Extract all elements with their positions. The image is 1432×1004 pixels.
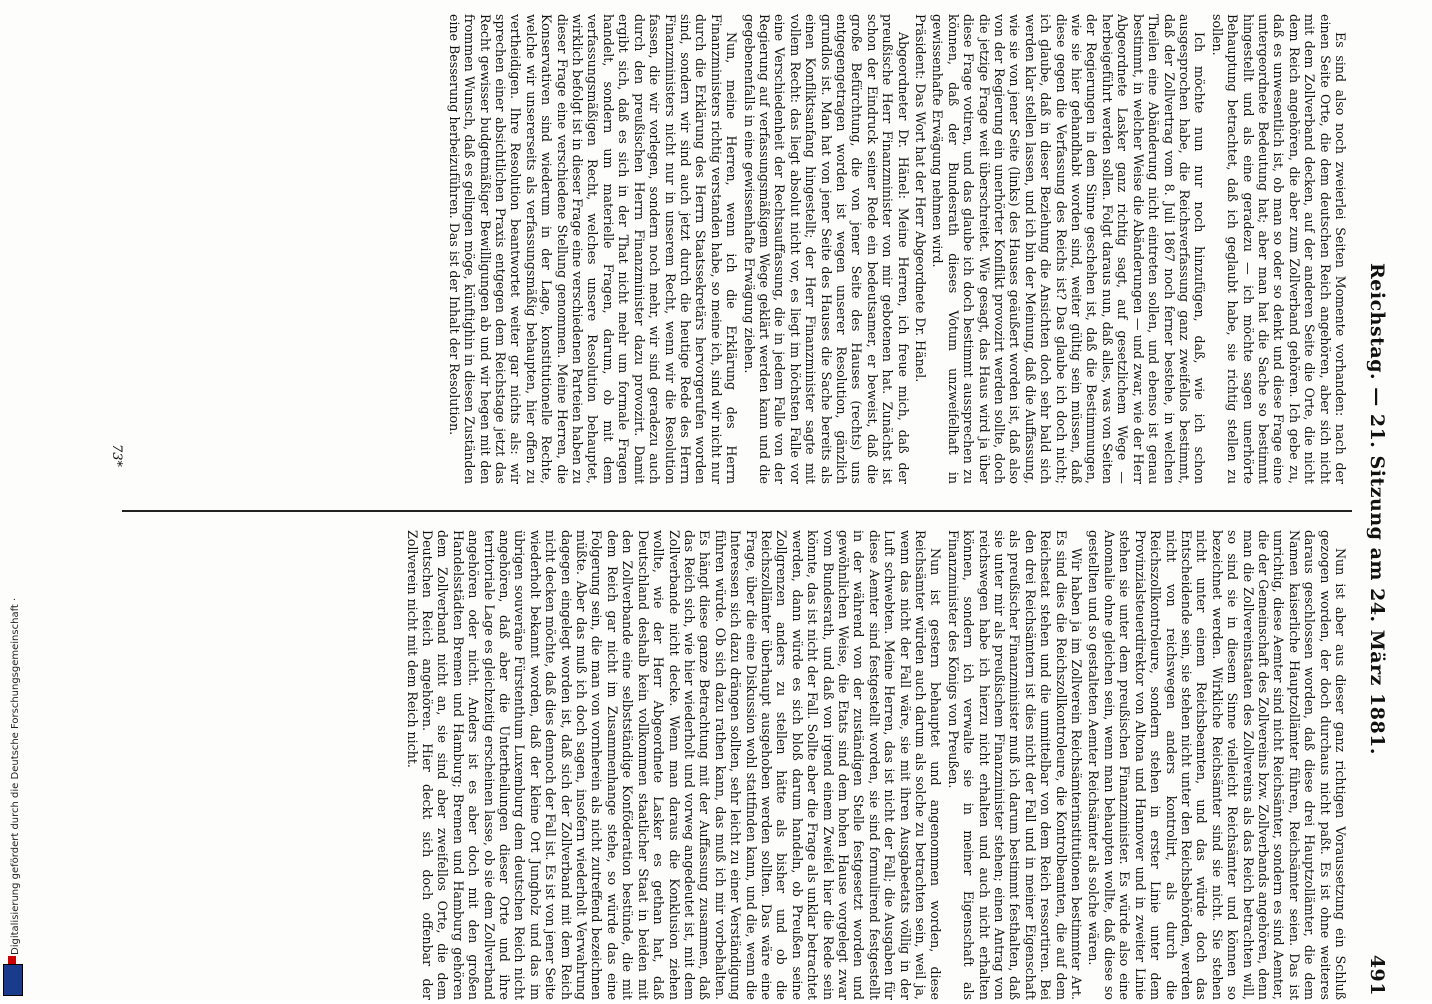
text-column-first — [128, 14, 1348, 484]
page-header — [1356, 14, 1392, 1004]
logo-stripe — [8, 956, 16, 964]
paragraph: Ich möchte nun nur noch hinzufügen, daß, wie ich schon ausgesprochen habe, die Reichsverfassung ganz zweifellos bestimmt, daß der Zollvertrag vom 8. Juli 1867 noch ferner bestehe, in welchen Theilen eine Abänderung nicht eintreten sollen, und ebenso ist genau bestimmt, in welcher Weise die Abänderungen — und zwar, wie der Herr Abgeordnete Lasker ganz richtig sagt, auf gesetzlichem Wege — herbeigeführt werden sollen. Folgt daraus nun, daß alles, was von Seiten der Regierungen in dem Sinne geschehen ist, daß die Bestimmungen, wie sie hier gehandhabt worden sind, weiter gültig sein müssen, daß diese gegen die Verfassung des Reichs ist? Das glaube ich doch nicht; ich glaube, daß in dieser Beziehung die Ansichten doch sehr bald sich werden klar stellen lassen, und ich bin der Meinung, daß die Auffassung, wie sie von jener Seite (links) des Hauses geäußert worden ist, daß also von der Regierung ein unerhörter Konflikt provozirt werden sollte, doch die jetzige Frage weit überschreitet. Wie gesagt, das Haus wird ja über diese Frage votiren, und das glaube ich doch bestimmt aussprechen zu können, daß der Bundesrath dieses Votum unzweifelhaft in gewissenhafte Erwägung nehmen wird. — [930, 14, 1208, 484]
paragraph: Nun ist gestern behauptet und angenommen worden, diese Reichsämter würden auch darum als solche zu betrachten sein, weil ja, wenn das nicht der Fall wäre, sie mit ihren Ausgabeetats völlig in der Luft schwebten. Meine Herren, das ist nicht der Fall; die Ausgaben für diese Aemter sind festgestellt worden, sie sind formulirend festgestellt in der während von der zuständigen Stelle festgesetzt worden und gewöhnlichen Weise, die Etats sind dem hohen Hause vorgelegt zwar vom Bundesrath, und daß von irgend einem Zweifel hier die Rede sein könnte, das ist nicht der Fall. Sollte aber die Frage als unklar betrachtet werden, dann würde es sich bloß darum handeln, ob Preußen seine Zollgrenzen anders zu stellen hätte als bisher und ob die Reichszollämter überhaupt ausgehoben werden sollten. Das wäre eine Frage, über die eine Diskussion wohl stattfinden kann, und die, wenn die Interessen sich dazu drängen sollten, sehr leicht zu einer Verständigung führen würde. Ob sich dazu rathen kann, das muß ich mir vorbehalten. Es hängt diese ganze Betrachtung mit der Auffassung zusammen, daß das Reich sich, wie hier wiederholt und vorweg angedeutet ist, mit dem Zollverbande nicht decke. Wenn man daraus die Konklusion ziehen wollte, wie der Herr Abgeordnete Lasker es gethan hat, daß Deutschland deshalb kein vollkommen staatlicher Staat in beiden mit den Zollverbande eine selbstständige Konföderation bestünde, die mit dem Reich gar nicht im Zusammenhange stehe, so würde das eine Folgerung sein, die man von vornherein als nicht zutreffend bezeichnen müßte. Aber das muß ich doch sagen, insofern wiederholt Verwahrung dagegen eingelegt worden ist, daß sich der Zollverband mit dem Reich nicht decken möchte, daß dies dennoch der Fall ist. Es ist von jener Seite wiederholt bekannt worden, daß der kleine Ort Jungholz und das im übrigen souveräne Fürstenthum Luxemburg dem deutschen Reich nicht angehören, daß aber die Untertheilungen dieser Orte und ihre territoriale Lage es gleichzeitig erscheinen lasse, ob sie dem Zollverband angehören oder nicht. Anders ist es aber doch mit den großen Handelsstädten Bremen und Hamburg; Bremen und Hamburg gehören dem Zollverband nicht an, sie sind aber zweifellos Orte, die dem Deutschen Reich angehören. Hier deckt sich doch offenbar der Zollverein nicht mit dem Reich nicht. — [404, 530, 944, 1000]
paragraph-speaker: Präsident: Das Wort hat der Herr Abgeordnete Dr. Hänel. — [913, 14, 929, 383]
page-title: Reichstag. — 21. Sitzung am 24. März 1881. — [1366, 262, 1388, 756]
digitization-sidebar — [0, 0, 24, 1000]
sheet-signature: 73* — [109, 444, 124, 468]
paragraph: Abgeordneter Dr. Hänel: Meine Herren, ich freue mich, daß der preußische Herr Finanzminister von mir gebotenen hat. Zunächst ist schon der Eindruck seiner Rede ein bedeutsamer, er beweist, daß die große Befürchtung, die von jener Seite des Hauses (rechts) uns entgegengetragen worden ist wegen unserer Resolution, gänzlich grundlos ist. Man hat von jener Seite des Hauses die Sache bereits als einen Konfliktsanfang hingestellt; der Herr Finanzminister sagte mit vollem Recht: das liegt absolut nicht vor, es liegt im höchsten Falle vor eine Verschiedenheit der Rechtsauffassung, die in jedem Falle von der Regierung auf verfassungsmäßigem Wege geklärt werden kann und die gegebenenfalls in eine gewissenhafte Erwägung ziehen. — [741, 14, 911, 484]
dfg-logo-icon — [3, 964, 23, 996]
paragraph: Nun, meine Herren, wenn ich die Erklärung des Herrn Finanzministers richtig verstanden habe, so meine ich, sind wir nicht nur durch die Erklärung des Herrn Staatssekretärs hervorgerufen worden sind, sondern wir sind auch jetzt durch die heutige Rede des Herrn Finanzministers nicht nur in unserem Recht, wenn wir die Resolution fassen, die wir vorlegen, sondern noch mehr, wir sind geradezu auch durch den preußischen Herrn Finanzminister dazu provozirt. Damit ergibt sich, daß es sich in der That nicht mehr um formale Fragen handelt, sondern um materielle Fragen, darum, ob mit dem verfassungsmäßigen Recht, welches unsere Resolution behauptet, wirklich befolgt ist in dieser Frage eine verschiedenen Parteien haben zu dieser Frage eine verschiedene Stellung genommen. Meine Herren, die Konservativen sind wiederum in der Lage, konstitutionelle Rechte, welche wir unsererseits als verfassungsmäßig behaupten, hier offen zu vertheidigen. Ihre Resolution beantwortet weiter gar nichts als: wir sprechen einer absichtlichen Praxis entgegen dem Reichstage jetzt das Recht gewisser budgetmäßiger Bewilligungen ab und wir hegen mit den frommen Wunsch, daß es gelingen möge, künftighin in diesen Zuständen eine Besserung herbeizuführen. Das ist der Inhalt der Resolution. — [446, 14, 740, 484]
paragraph: Es sind also noch zweierlei Seiten Momente vorhanden: nach der einen Seite Orte, die dem deutschen Reich angehören, aber sich nicht mit dem Zollverband decken, auf der anderen Seite die Orte, die nicht dem Reich angehören, die aber zum Zollverband gehören. Ich gebe zu, daß es unwesentlich ist, ob man so oder so denkt und diese Frage eine untergeordnete Bedeutung hat; aber man hat die Sache so bestimmt hingestellt und als eine geradezu — ich möchte sagen unerhörte Behauptung betrachtet, daß ich geglaubt habe, sie richtig stellen zu sollen. — [1209, 14, 1348, 484]
paragraph: Wir haben ja im Zollverein Reichsämterinstitutionen bestimmter Art. Es sind dies die Reichszollkontroleure, die Kontrolbeamten, die auf dem Reichsetat stehen und die unmittelbar von dem Reich ressortiren. Bei den drei Reichsämtern ist dies nicht der Fall und in meiner Eigenschaft als preußischer Finanzminister muß ich darum bestimmt festhalten, daß sie unter mir als preußischem Finanzminister stehen; einen Antrag von reichswegen habe ich hierzu nicht erhalten und auch nicht erhalten können, sondern ich verwalte sie in meiner Eigenschaft als Finanzminister des Königs von Preußen. — [945, 530, 1085, 1000]
paragraph: Nun ist aber aus dieser ganz richtigen Voraussetzung ein Schluß gezogen worden, der doch durchaus nicht paßt. Es ist ohne weiteres daraus geschlossen worden, daß diese drei Hauptzollämter, die dem Namen kaiserliche Hauptzollämter führen, Reichsämter seien. Das ist unrichtig, diese Aemter sind nicht Reichsämter, sondern es sind Aemter, die der Gemeinschaft des Zollvereins bzw. Zollverbands angehören, denn man die Zollvereinstaaten des Zollvereins als das Reich betrachten will, so sind sie in diesem Sinne vielleicht Reichsämter und können so bezeichnet werden. Wirkliche Reichsämter sind sie nicht. Sie stehen nicht unter einem Reichsbeamten, und das würde doch das Entscheidende sein, sie stehen nicht unter den Reichsbehörden, werden nicht von reichswegen anders kontrolirt, als durch die Reichszollkontroleure, sondern stehen in erster Linie unter dem Provinzialsteuerdirektor von Altona und Hannover und in zweiter Linie stehen sie unter dem preußischen Finanzminister. Es würde also eine Anomalie ohne gleichen sein, wenn man behaupten wollte, daß diese so gestellten und so gestalteten Aemter Reichsämter als solche wären. — [1086, 530, 1348, 1000]
column-divider — [122, 510, 1352, 512]
funding-credit: Digitalisierung gefördert durch die Deutsche Forschungsgemeinschaft · — [10, 597, 21, 955]
rotated-page — [102, 14, 1392, 1004]
page-number: 491 — [1366, 954, 1388, 996]
text-column-second — [128, 530, 1348, 1000]
